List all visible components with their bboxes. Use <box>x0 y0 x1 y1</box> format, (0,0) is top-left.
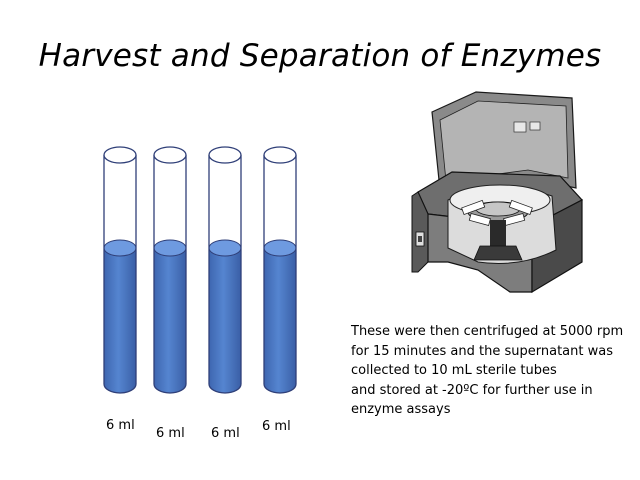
tube-2-volume-label: 6 ml <box>156 426 185 441</box>
centrifugation-caption <box>351 322 636 420</box>
tube-3-volume-label: 6 ml <box>211 426 240 441</box>
caption-line: enzyme assays <box>351 402 451 417</box>
centrifuge-icon <box>412 92 582 292</box>
caption-line: These were then centrifuged at 5000 rpm <box>351 324 624 339</box>
test-tube-3 <box>209 147 241 393</box>
liquid-4 <box>264 248 296 393</box>
test-tube-2 <box>154 147 186 393</box>
tube-4-volume-label: 6 ml <box>262 419 291 434</box>
caption-line: for 15 minutes and the supernatant was <box>351 343 613 359</box>
caption-line: collected to 10 mL sterile tubes <box>351 363 557 378</box>
tube-1-volume-label: 6 ml <box>106 418 135 433</box>
liquid-1 <box>104 248 136 393</box>
liquid-3 <box>209 248 241 393</box>
test-tube-1 <box>104 147 136 393</box>
slide-title: Harvest and Separation of Enzymes <box>38 38 602 74</box>
test-tube-4 <box>264 147 296 393</box>
caption-line: and stored at -20ºC for further use in <box>351 382 593 398</box>
liquid-2 <box>154 248 186 393</box>
